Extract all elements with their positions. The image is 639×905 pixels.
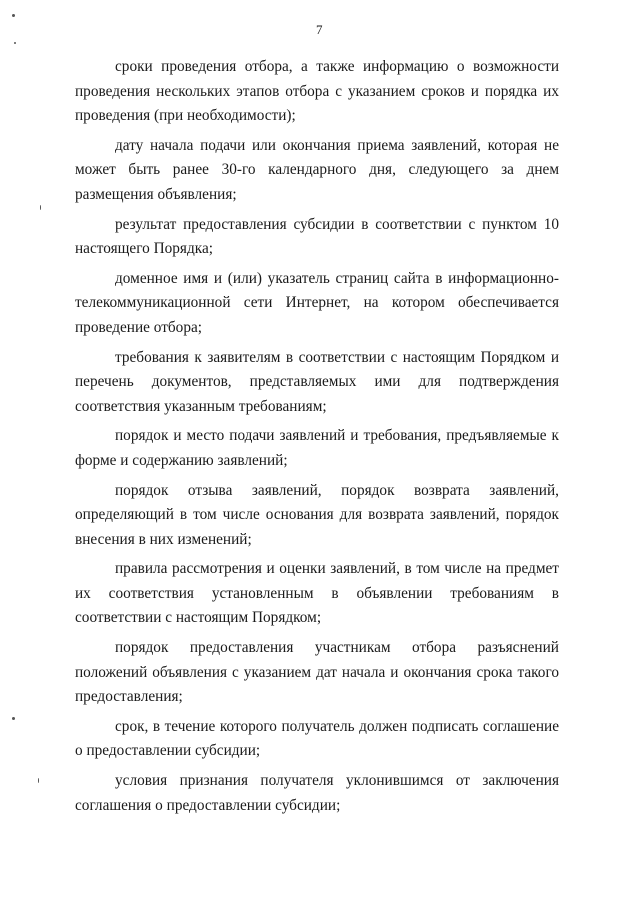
scan-speck bbox=[40, 205, 41, 210]
document-body bbox=[75, 55, 559, 823]
scan-speck bbox=[38, 778, 39, 783]
paragraph-withdrawal-procedure: порядок отзыва заявлений, порядок возврата заявлений, определяющий в том числе основания для возврата заявлений, порядок внесения в них изменений; bbox=[75, 481, 559, 548]
scan-speck bbox=[12, 14, 15, 17]
paragraph-signing-deadline: срок, в течение которого получатель должен подписать соглашение о предоставлении субсидии; bbox=[75, 717, 559, 760]
paragraph-clarification-procedure: порядок предоставления участникам отбора разъяснений положений объявления с указанием дат начала и окончания срока такого предоставления; bbox=[75, 639, 559, 706]
page-number: 7 bbox=[316, 22, 323, 37]
scan-speck bbox=[12, 717, 15, 720]
paragraph-evasion-conditions: условия признания получателя уклонившимся от заключения соглашения о предоставлении субсидии; bbox=[75, 772, 559, 814]
paragraph-applicant-requirements: требования к заявителям в соответствии с настоящим Порядком и перечень документов, представляемых ими для подтверждения соответствия указанным требованиям; bbox=[75, 348, 559, 415]
paragraph-domain-name: доменное имя и (или) указатель страниц сайта в информационно-телекоммуникационной сети Интернет, на котором обеспечивается проведение отбора; bbox=[75, 269, 559, 336]
paragraph-selection-timing: сроки проведения отбора, а также информацию о возможности проведения нескольких этапов отбора с указанием сроков и порядка их проведения (при необходимости); bbox=[75, 58, 559, 125]
paragraph-evaluation-rules: правила рассмотрения и оценки заявлений, в том числе на предмет их соответствия установленным в объявлении требованиям в соответствии с настоящим Порядком; bbox=[75, 560, 559, 627]
paragraph-application-dates: дату начала подачи или окончания приема заявлений, которая не может быть ранее 30-го календарного дня, следующего за днем размещения объявления; bbox=[75, 136, 559, 203]
paragraph-submission-procedure: порядок и место подачи заявлений и требования, предъявляемые к форме и содержанию заявлений; bbox=[75, 427, 559, 469]
scan-speck bbox=[14, 42, 16, 44]
paragraph-subsidy-result: результат предоставления субсидии в соответствии с пунктом 10 настоящего Порядка; bbox=[75, 215, 559, 258]
